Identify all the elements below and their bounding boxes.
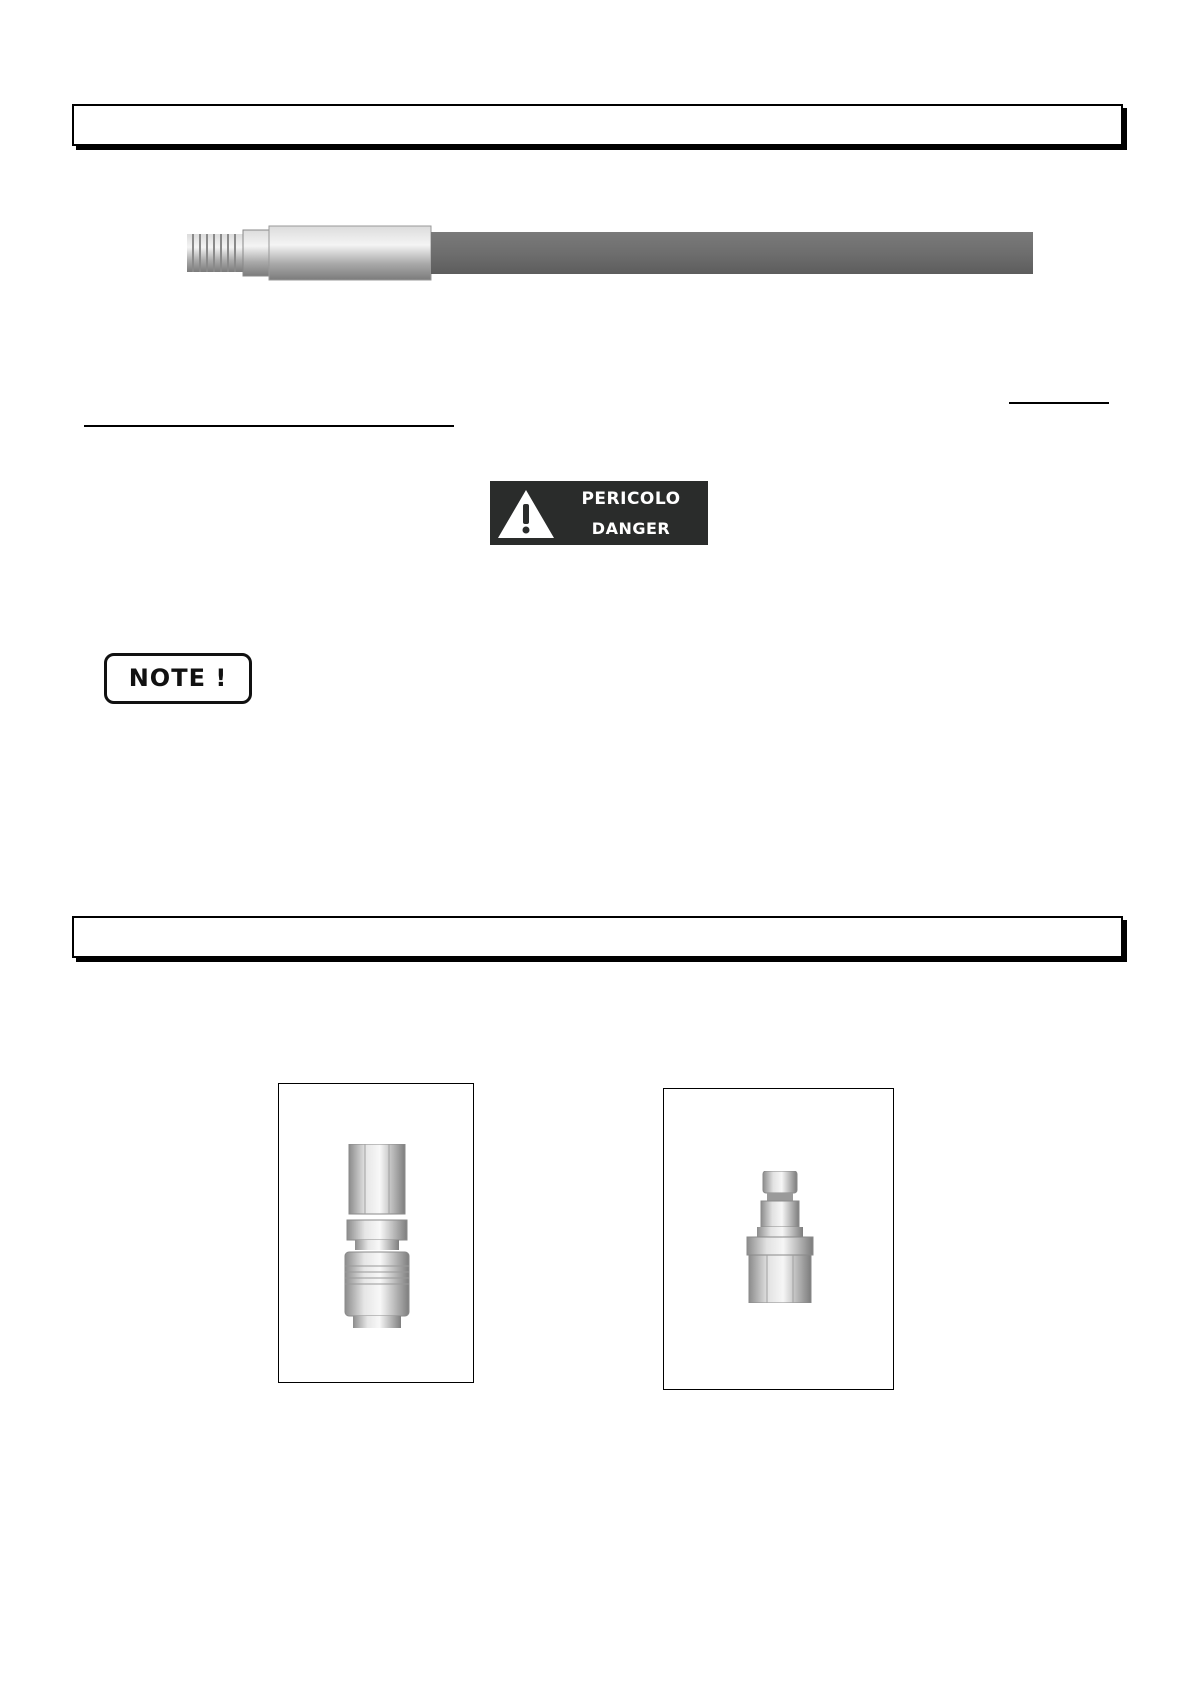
danger-sign-line2: DANGER xyxy=(591,519,671,538)
underline-rule xyxy=(84,425,454,427)
note-badge: NOTE ! xyxy=(104,653,252,704)
hose-photo xyxy=(185,222,1035,284)
section-header-box xyxy=(72,104,1123,146)
female-coupler-photo-frame xyxy=(278,1083,474,1383)
male-quick-plug-photo xyxy=(745,1171,815,1303)
male-plug-photo-frame xyxy=(663,1088,894,1390)
danger-sign-line1: PERICOLO xyxy=(581,489,681,509)
section-header-box xyxy=(72,916,1123,958)
danger-sign xyxy=(490,481,708,545)
female-quick-coupler-photo xyxy=(343,1144,411,1328)
warning-triangle-icon xyxy=(496,488,556,540)
underline-rule xyxy=(1009,402,1109,404)
